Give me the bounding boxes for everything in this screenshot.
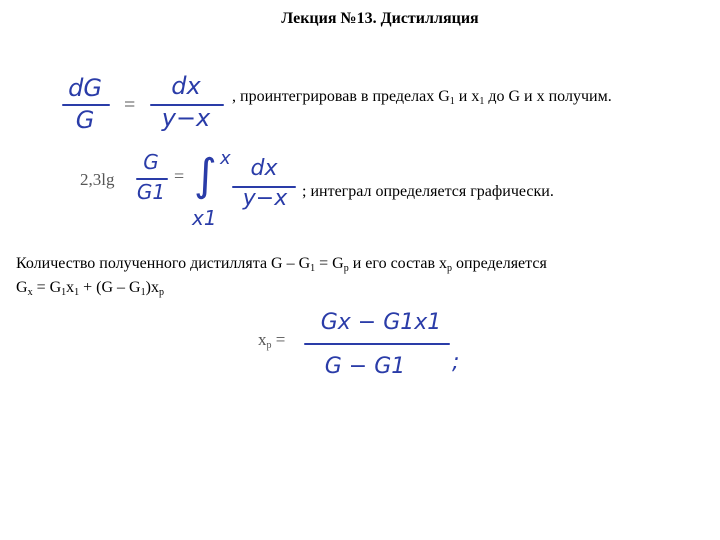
formula1-rhs-denominator: y−x xyxy=(161,104,211,132)
formula2-integral-sign: ∫ xyxy=(194,150,217,201)
formula1-lhs-denominator: G xyxy=(75,106,95,134)
formula3-semicolon: ; xyxy=(452,350,460,375)
formula1-lhs-numerator: dG xyxy=(68,74,102,102)
formula3-numerator: Gx − G1x1 xyxy=(320,310,442,335)
formula2-equals: = xyxy=(174,166,185,186)
formula2-lower-limit: x1 xyxy=(192,206,217,230)
formula2-upper-limit: x xyxy=(220,148,231,169)
formula2-rhs-numerator: dx xyxy=(250,156,278,181)
formula2-prefix: 2,3lg xyxy=(80,170,115,189)
formula2-lhs-numerator: G xyxy=(143,150,159,174)
formula2-rhs-denominator: y−x xyxy=(242,186,288,211)
text-graphical-integral: ; интеграл определяется графически. xyxy=(302,183,554,200)
formula1-rhs-numerator: dx xyxy=(171,72,201,100)
formula1-equals: = xyxy=(124,94,136,116)
text-integration-limits: , проинтегрировав в пределах $G_1$ и $x_1$ до G и x получим. xyxy=(232,88,612,107)
paragraph-line-2: $G_x = G_1x_1 + (G - G_1)x_p$ xyxy=(16,279,164,298)
paragraph-line-1: Количество полученного дистиллята $G - G_1 = G_p$ и его состав $x_p$ определяется xyxy=(16,255,547,274)
formula2-lhs-denominator: G1 xyxy=(136,180,166,204)
formula3-lhs: $x_p$ = xyxy=(258,330,286,351)
formula3-denominator: G − G1 xyxy=(324,354,406,379)
page-title: Лекция №13. Дистилляция xyxy=(281,10,479,27)
formula3-bar xyxy=(304,343,450,345)
